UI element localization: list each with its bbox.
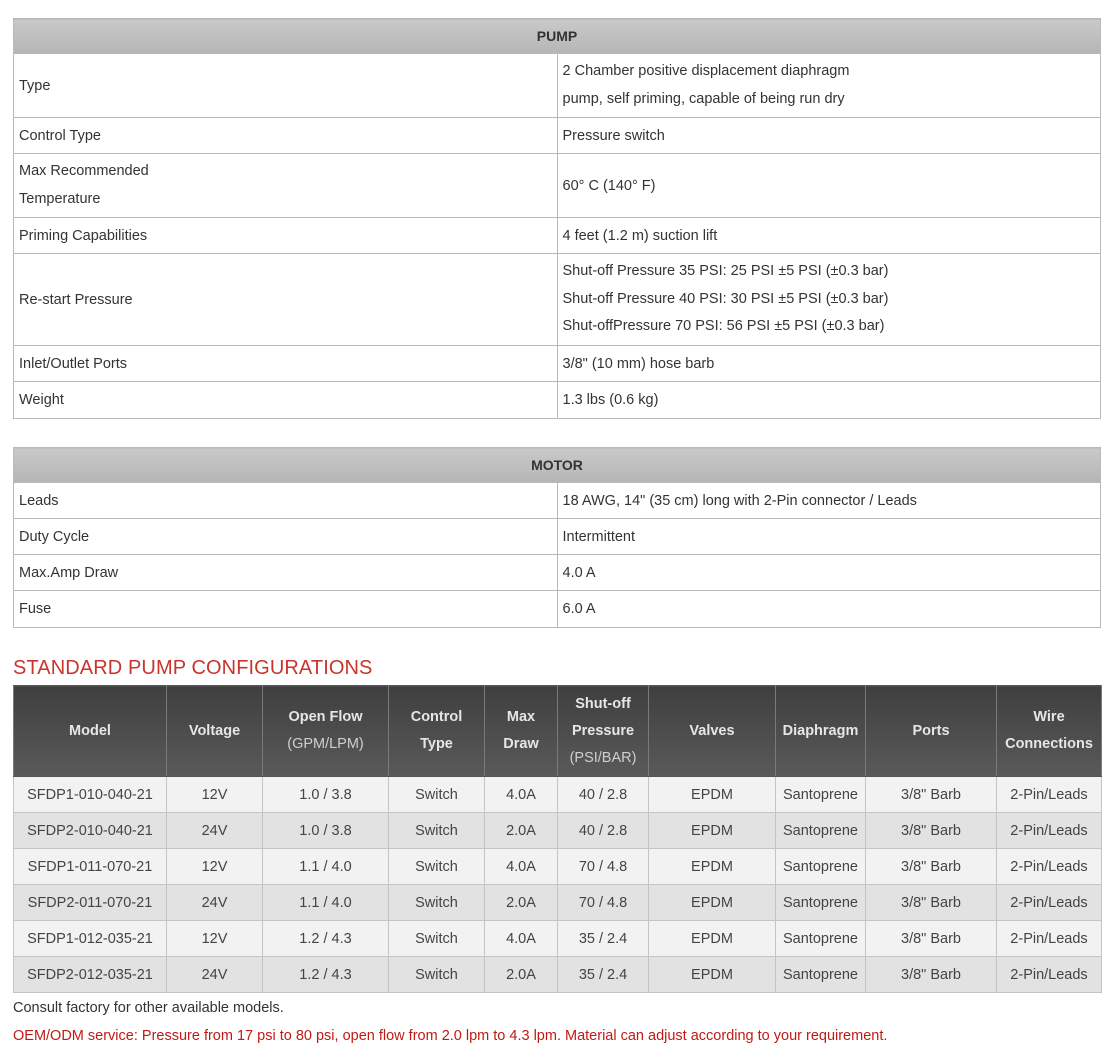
cell-max-draw: 4.0A bbox=[485, 777, 558, 813]
cell-control-type: Switch bbox=[389, 921, 485, 957]
cell-control-type: Switch bbox=[389, 813, 485, 849]
column-header-line: Draw bbox=[503, 736, 539, 752]
spec-value-line: pump, self priming, capable of being run dry bbox=[562, 90, 845, 107]
spec-label: Max.Amp Draw bbox=[14, 555, 558, 591]
cell-voltage: 24V bbox=[167, 957, 263, 993]
cell-control-type: Switch bbox=[389, 777, 485, 813]
oem-service-note: OEM/ODM service: Pressure from 17 psi to 80 psi, open flow from 2.0 lpm to 4.3 lpm. Material can adjust according to your requirement. bbox=[13, 1028, 888, 1044]
cell-wire-connections: 2-Pin/Leads bbox=[997, 921, 1102, 957]
spec-value-line: Shut-off Pressure 35 PSI: 25 PSI ±5 PSI (±0.3 bar) bbox=[562, 263, 889, 280]
cell-wire-connections: 2-Pin/Leads bbox=[997, 957, 1102, 993]
spec-value: 4.0 A bbox=[557, 555, 1101, 591]
spec-row-leads bbox=[14, 483, 1101, 519]
pump-header: PUMP bbox=[14, 19, 1101, 54]
cell-valves: EPDM bbox=[649, 777, 776, 813]
cell-wire-connections: 2-Pin/Leads bbox=[997, 813, 1102, 849]
cell-shutoff-pressure: 70 / 4.8 bbox=[558, 849, 649, 885]
cell-voltage: 24V bbox=[167, 813, 263, 849]
configurations-title: STANDARD PUMP CONFIGURATIONS bbox=[13, 657, 373, 679]
cell-ports: 3/8" Barb bbox=[866, 885, 997, 921]
column-header-line: Control bbox=[410, 709, 463, 725]
spec-label: Leads bbox=[14, 483, 558, 519]
spec-value-line: Shut-offPressure 70 PSI: 56 PSI ±5 PSI (±0.3 bar) bbox=[562, 318, 885, 335]
cell-model: SFDP2-012-035-21 bbox=[14, 957, 167, 993]
cell-shutoff-pressure: 40 / 2.8 bbox=[558, 777, 649, 813]
spec-value: 60° C (140° F) bbox=[557, 154, 1101, 218]
cell-diaphragm: Santoprene bbox=[776, 777, 866, 813]
cell-diaphragm: Santoprene bbox=[776, 885, 866, 921]
cell-wire-connections: 2-Pin/Leads bbox=[997, 885, 1102, 921]
column-header-unit: (PSI/BAR) bbox=[569, 749, 637, 766]
spec-row-type bbox=[14, 54, 1101, 118]
spec-label bbox=[14, 154, 558, 218]
cell-open-flow: 1.0 / 3.8 bbox=[263, 813, 389, 849]
cell-shutoff-pressure: 40 / 2.8 bbox=[558, 813, 649, 849]
cell-voltage: 24V bbox=[167, 885, 263, 921]
cell-ports: 3/8" Barb bbox=[866, 957, 997, 993]
cell-voltage: 12V bbox=[167, 849, 263, 885]
spec-label: Inlet/Outlet Ports bbox=[14, 346, 558, 382]
spec-label: Weight bbox=[14, 382, 558, 419]
cell-open-flow: 1.2 / 4.3 bbox=[263, 957, 389, 993]
column-header-line: Model bbox=[69, 722, 111, 739]
cell-model: SFDP1-011-070-21 bbox=[14, 849, 167, 885]
cell-diaphragm: Santoprene bbox=[776, 957, 866, 993]
spec-value: Pressure switch bbox=[557, 118, 1101, 154]
cell-ports: 3/8" Barb bbox=[866, 813, 997, 849]
cell-diaphragm: Santoprene bbox=[776, 921, 866, 957]
cell-ports: 3/8" Barb bbox=[866, 777, 997, 813]
column-header-line: Max bbox=[506, 709, 536, 725]
spec-value: 1.3 lbs (0.6 kg) bbox=[557, 382, 1101, 419]
spec-row-ports bbox=[14, 346, 1101, 382]
spec-label-line: Max Recommended bbox=[19, 163, 149, 179]
spec-value: 18 AWG, 14" (35 cm) long with 2-Pin connector / Leads bbox=[557, 483, 1101, 519]
spec-row-amp-draw bbox=[14, 555, 1101, 591]
cell-ports: 3/8" Barb bbox=[866, 921, 997, 957]
spec-label: Priming Capabilities bbox=[14, 218, 558, 254]
column-header-line: Diaphragm bbox=[782, 722, 859, 739]
column-header-line: Type bbox=[420, 736, 453, 752]
cell-wire-connections: 2-Pin/Leads bbox=[997, 849, 1102, 885]
column-header-line: Shut-off bbox=[575, 695, 631, 712]
cell-voltage: 12V bbox=[167, 777, 263, 813]
configurations-body bbox=[14, 777, 1102, 993]
column-header-ports bbox=[866, 686, 997, 777]
cell-control-type: Switch bbox=[389, 957, 485, 993]
spec-label: Control Type bbox=[14, 118, 558, 154]
column-header-line: Voltage bbox=[188, 722, 241, 739]
cell-model: SFDP1-012-035-21 bbox=[14, 921, 167, 957]
spec-label: Fuse bbox=[14, 591, 558, 628]
motor-spec-table bbox=[13, 447, 1101, 628]
cell-max-draw: 2.0A bbox=[485, 885, 558, 921]
cell-open-flow: 1.1 / 4.0 bbox=[263, 885, 389, 921]
cell-open-flow: 1.2 / 4.3 bbox=[263, 921, 389, 957]
spec-value bbox=[557, 54, 1101, 118]
cell-valves: EPDM bbox=[649, 921, 776, 957]
cell-max-draw: 4.0A bbox=[485, 921, 558, 957]
cell-shutoff-pressure: 35 / 2.4 bbox=[558, 957, 649, 993]
column-header-control-type bbox=[389, 686, 485, 777]
cell-max-draw: 4.0A bbox=[485, 849, 558, 885]
cell-valves: EPDM bbox=[649, 957, 776, 993]
spec-row-control-type bbox=[14, 118, 1101, 154]
table-row bbox=[14, 813, 1102, 849]
spec-value: 6.0 A bbox=[557, 591, 1101, 628]
column-header-model bbox=[14, 686, 167, 777]
table-row bbox=[14, 885, 1102, 921]
column-header-unit: (GPM/LPM) bbox=[287, 736, 364, 752]
spec-row-weight bbox=[14, 382, 1101, 419]
cell-voltage: 12V bbox=[167, 921, 263, 957]
column-header-wire-connections bbox=[997, 686, 1102, 777]
cell-valves: EPDM bbox=[649, 885, 776, 921]
column-header-open-flow bbox=[263, 686, 389, 777]
pump-spec-table bbox=[13, 18, 1101, 419]
column-header-max-draw bbox=[485, 686, 558, 777]
table-row bbox=[14, 777, 1102, 813]
spec-row-fuse bbox=[14, 591, 1101, 628]
cell-ports: 3/8" Barb bbox=[866, 849, 997, 885]
cell-control-type: Switch bbox=[389, 849, 485, 885]
spec-label: Type bbox=[14, 54, 558, 118]
column-header-line: Valves bbox=[689, 722, 735, 739]
spec-row-restart-pressure bbox=[14, 254, 1101, 346]
spec-value: 4 feet (1.2 m) suction lift bbox=[557, 218, 1101, 254]
configurations-table bbox=[13, 685, 1102, 993]
cell-model: SFDP2-010-040-21 bbox=[14, 813, 167, 849]
cell-wire-connections: 2-Pin/Leads bbox=[997, 777, 1102, 813]
cell-model: SFDP2-011-070-21 bbox=[14, 885, 167, 921]
table-row bbox=[14, 921, 1102, 957]
cell-model: SFDP1-010-040-21 bbox=[14, 777, 167, 813]
table-row bbox=[14, 957, 1102, 993]
spec-label: Re-start Pressure bbox=[14, 254, 558, 346]
column-header-valves bbox=[649, 686, 776, 777]
column-header-line: Open Flow bbox=[288, 709, 363, 725]
spec-row-max-temperature bbox=[14, 154, 1101, 218]
spec-value-line: 2 Chamber positive displacement diaphragm bbox=[562, 63, 850, 79]
column-header-diaphragm bbox=[776, 686, 866, 777]
cell-shutoff-pressure: 35 / 2.4 bbox=[558, 921, 649, 957]
spec-value: 3/8" (10 mm) hose barb bbox=[557, 346, 1101, 382]
spec-row-duty-cycle bbox=[14, 519, 1101, 555]
cell-valves: EPDM bbox=[649, 813, 776, 849]
table-row bbox=[14, 849, 1102, 885]
cell-max-draw: 2.0A bbox=[485, 813, 558, 849]
spec-label-line: Temperature bbox=[19, 190, 101, 207]
column-header-shutoff-pressure bbox=[558, 686, 649, 777]
column-header-line: Connections bbox=[1005, 736, 1093, 752]
spec-row-priming bbox=[14, 218, 1101, 254]
motor-header-row bbox=[14, 448, 1101, 483]
cell-open-flow: 1.0 / 3.8 bbox=[263, 777, 389, 813]
column-header-line: Pressure bbox=[571, 722, 635, 739]
cell-open-flow: 1.1 / 4.0 bbox=[263, 849, 389, 885]
cell-valves: EPDM bbox=[649, 849, 776, 885]
pump-header-row bbox=[14, 19, 1101, 54]
configurations-header-row bbox=[14, 686, 1102, 777]
spec-value bbox=[557, 254, 1101, 346]
motor-header: MOTOR bbox=[14, 448, 1101, 483]
availability-note: Consult factory for other available models. bbox=[13, 1000, 284, 1016]
cell-control-type: Switch bbox=[389, 885, 485, 921]
cell-max-draw: 2.0A bbox=[485, 957, 558, 993]
column-header-line: Ports bbox=[912, 722, 950, 739]
cell-diaphragm: Santoprene bbox=[776, 849, 866, 885]
spec-label: Duty Cycle bbox=[14, 519, 558, 555]
column-header-line: Wire bbox=[1033, 709, 1065, 725]
spec-value-line: Shut-off Pressure 40 PSI: 30 PSI ±5 PSI (±0.3 bar) bbox=[562, 290, 889, 307]
column-header-voltage bbox=[167, 686, 263, 777]
spec-value: Intermittent bbox=[557, 519, 1101, 555]
cell-shutoff-pressure: 70 / 4.8 bbox=[558, 885, 649, 921]
cell-diaphragm: Santoprene bbox=[776, 813, 866, 849]
